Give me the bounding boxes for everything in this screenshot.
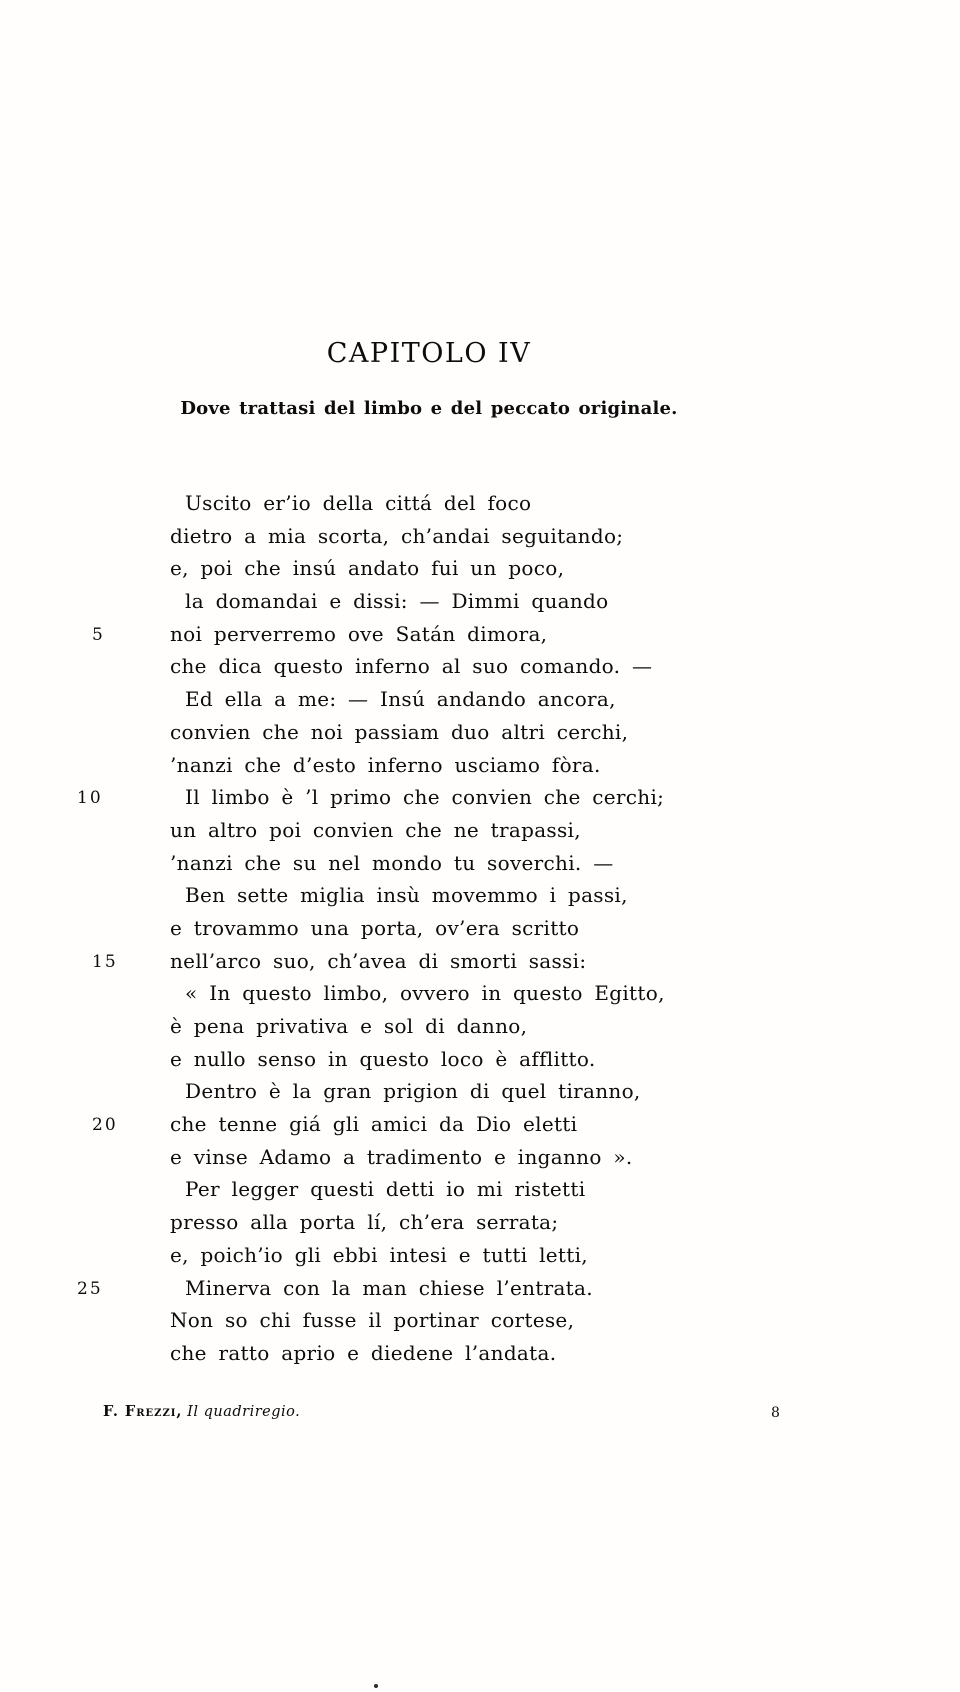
- poem-line: [170, 1079, 665, 1112]
- poem-line: [170, 1308, 665, 1341]
- poem-line: [77, 1275, 665, 1309]
- verse-line-text: Non so chi fusse il portinar cortese,: [170, 1308, 575, 1333]
- verse-line-text: noi perverremo ove Satán dimora,: [170, 621, 548, 646]
- poem-line: [170, 589, 665, 622]
- verse-line-text: che tenne giá gli amici da Dio eletti: [170, 1112, 578, 1137]
- verse-line-text: un altro poi convien che ne trapassi,: [170, 817, 581, 842]
- poem-line: [170, 1341, 665, 1374]
- poem-line: [170, 1145, 665, 1178]
- verse-line-number: 25: [77, 1278, 103, 1299]
- poem-line: [170, 1047, 665, 1080]
- verse-line-text: Il limbo è ’l primo che convien che cerchi;: [185, 785, 665, 810]
- poem-line: [170, 916, 665, 949]
- poem-line: [170, 851, 665, 884]
- verse-line-text: presso alla porta lí, ch’era serrata;: [170, 1210, 559, 1235]
- poem-line: [170, 687, 665, 720]
- poem-line: [170, 524, 665, 557]
- verse-line-text: e vinse Adamo a tradimento e inganno ».: [170, 1144, 633, 1169]
- verse-line-text: nell’arco suo, ch’avea di smorti sassi:: [170, 948, 587, 973]
- footer-work-title: Il quadriregio.: [187, 1404, 301, 1420]
- verse-line-text: Per legger questi detti io mi ristetti: [185, 1177, 586, 1202]
- verse-line-text: Ed ella a me: — Insú andando ancora,: [185, 687, 616, 712]
- verse-line-number: 20: [92, 1115, 118, 1136]
- poem-line: [170, 491, 665, 524]
- verse-line-text: Minerva con la man chiese l’entrata.: [185, 1275, 593, 1300]
- verse-line-text: la domandai e dissi: — Dimmi quando: [185, 589, 609, 614]
- poem-line: [170, 654, 665, 687]
- verse-line-text: che ratto aprio e diedene l’andata.: [170, 1340, 557, 1365]
- poem-line: [170, 1177, 665, 1210]
- running-footer: [103, 1403, 300, 1420]
- verse-line-number: 5: [92, 624, 105, 645]
- poem-line: [170, 556, 665, 589]
- scan-artifact-speck: [374, 1684, 378, 1688]
- gathering-signature-number: 8: [771, 1405, 780, 1421]
- poem-line: [77, 785, 665, 818]
- footer-author: F. Frezzi,: [103, 1403, 183, 1420]
- verse-line-text: Ben sette miglia insù movemmo i passi,: [185, 883, 628, 908]
- verse-line-text: e, poi che insú andato fui un poco,: [170, 556, 565, 581]
- verse-line-text: ’nanzi che d’esto inferno usciamo fòra.: [170, 752, 601, 777]
- poem-line: [170, 753, 665, 786]
- poem-line: [170, 883, 665, 916]
- verse-line-text: dietro a mia scorta, ch’andai seguitando;: [170, 523, 624, 548]
- verse-line-text: che dica questo inferno al suo comando. —: [170, 654, 653, 679]
- verse-line-text: è pena privativa e sol di danno,: [170, 1014, 528, 1038]
- chapter-title: CAPITOLO IV: [326, 338, 532, 369]
- poem-line: [92, 621, 665, 655]
- verse-line-number: 15: [92, 951, 118, 972]
- verse-line-text: e nullo senso in questo loco è afflitto.: [170, 1046, 596, 1071]
- verse-line-text: e trovammo una porta, ov’era scritto: [170, 915, 580, 940]
- chapter-subtitle: Dove trattasi del limbo e del peccato originale.: [180, 398, 678, 419]
- poem-line: [92, 948, 665, 982]
- poem: [77, 491, 665, 1374]
- poem-line: [170, 1210, 665, 1243]
- verse-line-text: e, poich’io gli ebbi intesi e tutti letti,: [170, 1242, 588, 1267]
- verse-line-text: « In questo limbo, ovvero in questo Egitto,: [185, 981, 665, 1006]
- poem-line: [92, 1112, 665, 1145]
- verse-line-text: Dentro è la gran prigion di quel tiranno,: [185, 1079, 641, 1104]
- poem-line: [170, 1243, 665, 1276]
- poem-line: [170, 818, 665, 851]
- verse-line-number: 10: [77, 788, 103, 809]
- verse-line-text: ’nanzi che su nel mondo tu soverchi. —: [170, 850, 614, 875]
- verse-line-text: convien che noi passiam duo altri cerchi,: [170, 719, 629, 744]
- verse-line-text: Uscito er’io della cittá del foco: [185, 491, 532, 515]
- poem-line: [170, 981, 665, 1014]
- poem-line: [170, 720, 665, 753]
- poem-line: [170, 1014, 665, 1047]
